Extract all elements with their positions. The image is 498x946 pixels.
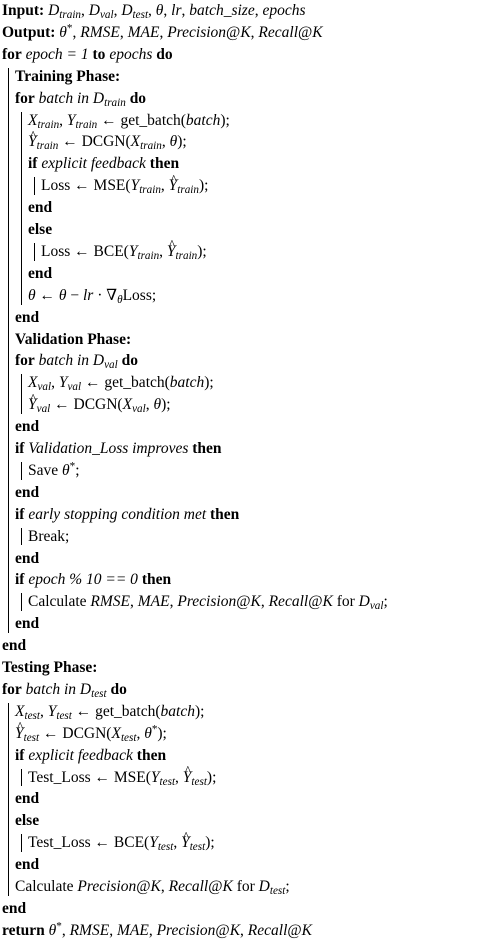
algorithm-line: end [15,308,40,326]
algorithm-line: end [15,790,40,808]
algorithm-line: if early stopping condition met then [15,505,240,523]
algorithm-line: end [2,899,27,917]
block-rule [34,243,35,261]
algorithm-line: Calculate Precision@K, Recall@K for $D_{test}$; [15,878,290,897]
algorithm-line: Input: $D_{train}$, $D_{val}$, $D_{test}$, θ, lr, batch_size, epochs [2,2,306,21]
algorithm-line: end [2,637,27,655]
algorithm-line: for epoch = 1 to epochs do [2,45,173,63]
block-rule [21,462,22,480]
algorithm-line: Loss ← $BCE(Y_{train}$, ^ $Y_{train}$); [41,241,207,263]
algorithm-line: for batch in $D_{val}$ do [15,352,138,372]
algorithm-line: Test_Loss ← $BCE(Y_{test}$, ^ $Y_{test}$); [28,832,215,854]
algorithm-line: end [15,856,40,874]
algorithm-line: Loss ← $MSE(Y_{train}$, ^ $Y_{train}$); [41,175,208,197]
algorithm-line: $X_{train}$, $Y_{train}$ ← get_batch(batch); [28,111,230,131]
algorithm-line: else [28,221,53,238]
algorithm-line: end [28,264,53,282]
algorithm-line: else [15,812,40,830]
algorithm-line: if Validation_Loss improves then [15,440,222,457]
algorithm-line: Test_Loss ← $MSE(Y_{test}$, ^ $Y_{test}$); [28,767,216,789]
algorithm-line: end [15,483,40,501]
algorithm-line: end [28,199,53,217]
block-rule [21,374,22,414]
algorithm-line: if explicit feedback then [28,155,180,173]
algorithm-line: ^ $Y_{val}$ ← $DCGN(X_{val}$, θ); [28,394,171,416]
algorithm-line: for batch in $D_{test}$ do [2,680,127,700]
algorithm-line: return θ*, RMSE, MAE, Precision@K, Recall@K [2,920,312,939]
algorithm-line: ^ $Y_{test}$ ← $DCGN(X_{test}$, θ*); [15,723,167,745]
algorithm-line: Testing Phase: [2,659,98,676]
algorithm-line: end [15,615,40,633]
block-rule [21,769,22,787]
block-rule [21,834,22,852]
block-rule [8,68,9,633]
algorithm-line: for batch in $D_{train}$ do [15,89,147,109]
block-rule [21,112,22,305]
algorithm-line: $X_{test}$, $Y_{test}$ ← get_batch(batch); [15,702,205,722]
algorithm-line: if explicit feedback then [15,746,167,764]
algorithm-line: Break; [28,527,70,545]
algorithm-line: $X_{val}$, $Y_{val}$ ← get_batch(batch); [28,374,214,394]
algorithm-line: ^ $Y_{train}$ ← $DCGN(X_{train}$, θ); [28,131,187,153]
algorithm-line: Calculate RMSE, MAE, Precision@K, Recall@K for $D_{val}$; [28,593,388,613]
block-rule [21,593,22,611]
algorithm-line: Output: θ*, RMSE, MAE, Precision@K, Recall@K [2,22,323,41]
block-rule [8,703,9,896]
algorithm-line: end [15,418,40,436]
algorithm-line: Save θ*; [28,460,80,479]
algorithm-line: if epoch % 10 == 0 then [15,571,172,589]
algorithm-line: end [15,549,40,567]
algorithm-line: θ ← θ − lr · $\nabla_\theta Loss$; [28,286,157,306]
block-rule [21,528,22,546]
block-rule [34,177,35,195]
algorithm-line: Validation Phase: [15,330,132,348]
algorithm-line: Training Phase: [15,67,121,85]
